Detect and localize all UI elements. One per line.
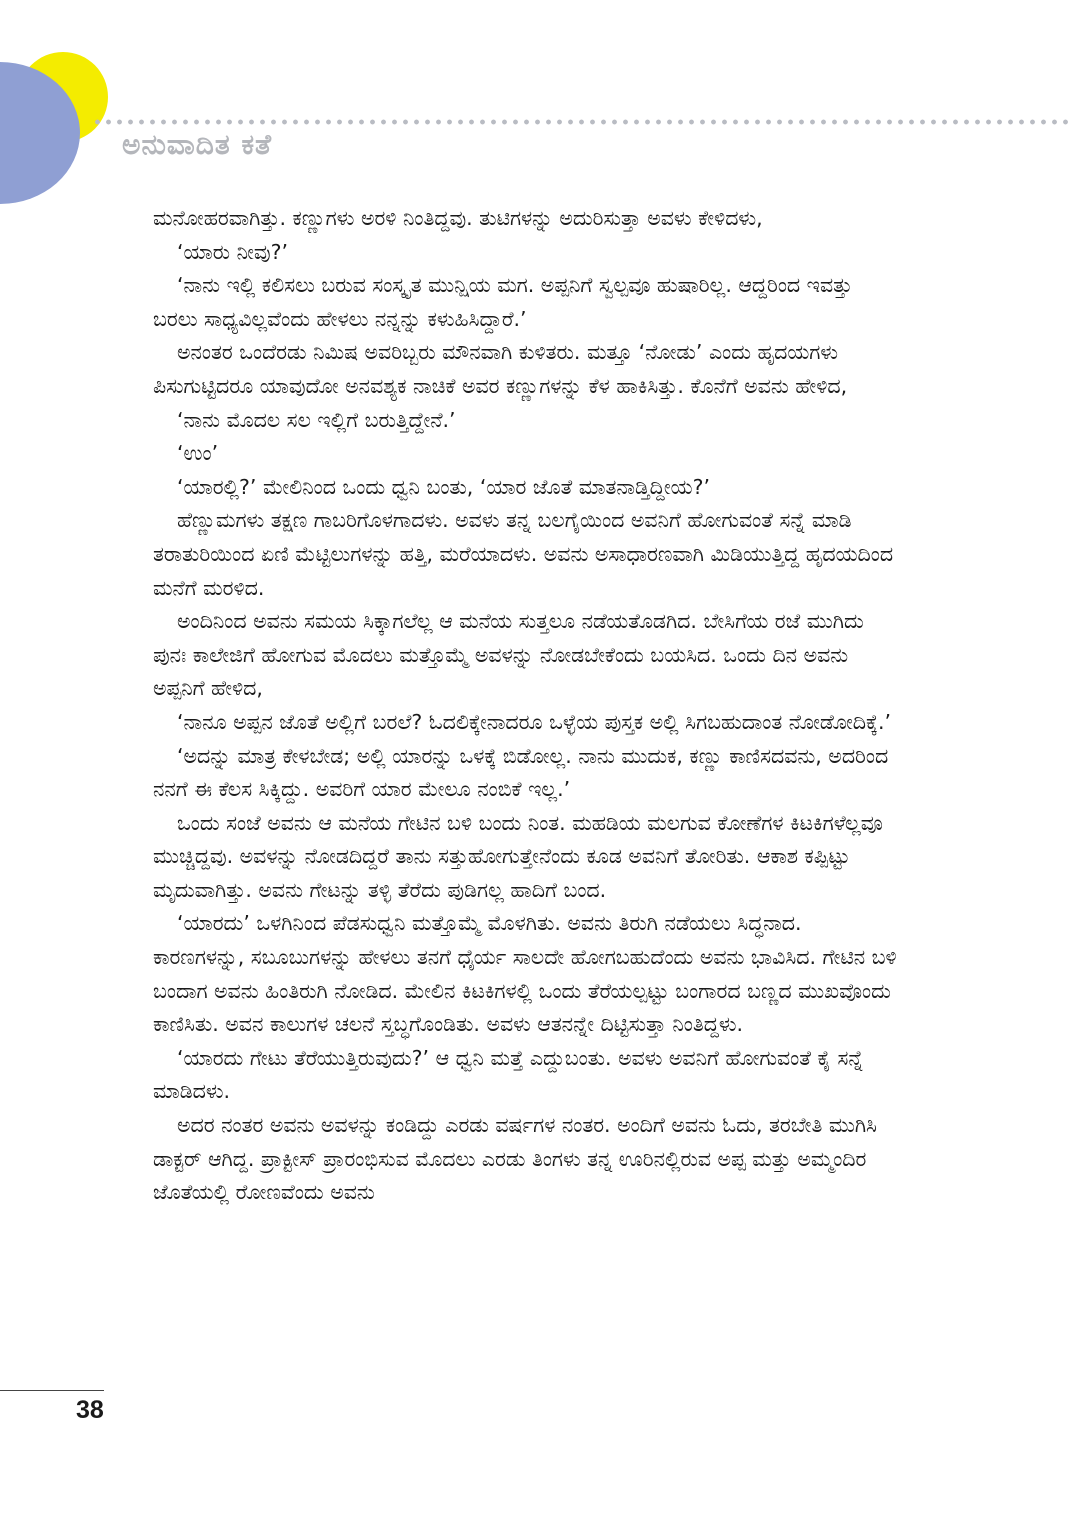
paragraph: ‘ಯಾರದು ಗೇಟು ತೆರೆಯುತ್ತಿರುವುದು?’ ಆ ಧ್ವನಿ ಮತ್ತೆ ಎದ್ದುಬಂತು. ಅವಳು ಅವನಿಗೆ ಹೋಗುವಂತೆ ಕೈ ಸನ್ನೆ ಮಾಡಿದಳು. [153,1045,864,1104]
paragraph: ಅನಂತರ ಒಂದೆರಡು ನಿಮಿಷ ಅವರಿಬ್ಬರು ಮೌನವಾಗಿ ಕುಳಿತರು. ಮತ್ತೂ ‘ನೋಡು’ ಎಂದು ಹೃದಯಗಳು ಪಿಸುಗುಟ್ಟಿದರೂ ಯಾವುದೋ ಅನವಶ್ಯಕ ನಾಚಿಕೆ ಅವರ ಕಣ್ಣುಗಳನ್ನು ಕೆಳ ಹಾಕಿಸಿತ್ತು. ಕೊನೆಗೆ ಅವನು ಹೇಳಿದ, [153,340,848,398]
dotted-rule [92,118,1072,126]
page-number: 38 [76,1396,104,1424]
paragraph: ‘ನಾನೂ ಅಪ್ಪನ ಜೊತೆ ಅಲ್ಲಿಗೆ ಬರಲೆ? ಓದಲಿಕ್ಕೇನಾದರೂ ಒಳ್ಳೆಯ ಪುಸ್ತಕ ಅಲ್ಲಿ ಸಿಗಬಹುದಾಂತ ನೋಡೋದಿಕ್ಕೆ.’ [177,709,892,734]
story-body [153,202,898,1397]
paragraph: ‘ನಾನು ಇಲ್ಲಿ ಕಲಿಸಲು ಬರುವ ಸಂಸ್ಕೃತ ಮುನ್ಷಿಯ ಮಗ. ಅಪ್ಪನಿಗೆ ಸ್ವಲ್ಪವೂ ಹುಷಾರಿಲ್ಲ. ಆದ್ದರಿಂದ ಇವತ್ತು ಬರಲು ಸಾಧ್ಯವಿಲ್ಲವೆಂದು ಹೇಳಲು ನನ್ನನ್ನು ಕಳುಹಿಸಿದ್ದಾರೆ.’ [153,273,853,331]
paragraph: ‘ಉಂ’ [177,441,219,466]
paragraph: ‘ಯಾರು ನೀವು?’ [177,239,288,264]
footer-rule [0,1390,104,1391]
paragraph: ‘ಯಾರದು’ ಒಳಗಿನಿಂದ ಪೆಡಸುಧ್ವನಿ ಮತ್ತೊಮ್ಮೆ ಮೊಳಗಿತು. ಅವನು ತಿರುಗಿ ನಡೆಯಲು ಸಿದ್ಧನಾದ. ಕಾರಣಗಳನ್ನು, ಸಬೂಬುಗಳನ್ನು ಹೇಳಲು ತನಗೆ ಧೈರ್ಯ ಸಾಲದೇ ಹೋಗಬಹುದೆಂದು ಅವನು ಭಾವಿಸಿದ. ಗೇಟಿನ ಬಳಿ ಬಂದಾಗ ಅವನು ಹಿಂತಿರುಗಿ ನೋಡಿದ. ಮೇಲಿನ ಕಿಟಕಿಗಳಲ್ಲಿ ಒಂದು ತೆರೆಯಲ್ಪಟ್ಟು ಬಂಗಾರದ ಬಣ್ಣದ ಮುಖವೊಂದು ಕಾಣಿಸಿತು. ಅವನ ಕಾಲುಗಳ ಚಲನೆ ಸ್ತಬ್ಧಗೊಂಡಿತು. ಅವಳು ಆತನನ್ನೇ ದಿಟ್ಟಿಸುತ್ತಾ ನಿಂತಿದ್ದಳು. [153,911,897,1037]
paragraph: ಅದರ ನಂತರ ಅವನು ಅವಳನ್ನು ಕಂಡಿದ್ದು ಎರಡು ವರ್ಷಗಳ ನಂತರ. ಅಂದಿಗೆ ಅವನು ಓದು, ತರಬೇತಿ ಮುಗಿಸಿ ಡಾಕ್ಟರ್ ಆಗಿದ್ದ. ಪ್ರಾಕ್ಟೀಸ್ ಪ್ರಾರಂಭಿಸುವ ಮೊದಲು ಎರಡು ತಿಂಗಳು ತನ್ನ ಊರಿನಲ್ಲಿರುವ ಅಪ್ಪ ಮತ್ತು ಅಮ್ಮಂದಿರ ಜೊತೆಯಲ್ಲಿ ರೋಣವೆಂದು ಅವನು [153,1113,877,1205]
paragraph: ‘ಯಾರಲ್ಲಿ?’ ಮೇಲಿನಿಂದ ಒಂದು ಧ್ವನಿ ಬಂತು, ‘ಯಾರ ಜೊತೆ ಮಾತನಾಡ್ತಿದ್ದೀಯ?’ [177,474,711,499]
paragraph: ಅಂದಿನಿಂದ ಅವನು ಸಮಯ ಸಿಕ್ಕಾಗಲೆಲ್ಲ ಆ ಮನೆಯ ಸುತ್ತಲೂ ನಡೆಯತೊಡಗಿದ. ಬೇಸಿಗೆಯ ರಜೆ ಮುಗಿದು ಪುನಃ ಕಾಲೇಜಿಗೆ ಹೋಗುವ ಮೊದಲು ಮತ್ತೊಮ್ಮೆ ಅವಳನ್ನು ನೋಡಬೇಕೆಂದು ಬಯಸಿದ. ಒಂದು ದಿನ ಅವನು ಅಪ್ಪನಿಗೆ ಹೇಳಿದ, [153,609,864,701]
paragraph: ಹೆಣ್ಣುಮಗಳು ತಕ್ಷಣ ಗಾಬರಿಗೊಳಗಾದಳು. ಅವಳು ತನ್ನ ಬಲಗೈಯಿಂದ ಅವನಿಗೆ ಹೋಗುವಂತೆ ಸನ್ನೆ ಮಾಡಿ ತರಾತುರಿಯಿಂದ ಏಣಿ ಮೆಟ್ಟಿಲುಗಳನ್ನು ಹತ್ತಿ, ಮರೆಯಾದಳು. ಅವನು ಅಸಾಧಾರಣವಾಗಿ ಮಿಡಿಯುತ್ತಿದ್ದ ಹೃದಯದಿಂದ ಮನೆಗೆ ಮರಳಿದ. [153,508,894,600]
paragraph: ‘ಅದನ್ನು ಮಾತ್ರ ಕೇಳಬೇಡ; ಅಲ್ಲಿ ಯಾರನ್ನು ಒಳಕ್ಕೆ ಬಿಡೋಲ್ಲ. ನಾನು ಮುದುಕ, ಕಣ್ಣು ಕಾಣಿಸದವನು, ಅದರಿಂದ ನನಗೆ ಈ ಕೆಲಸ ಸಿಕ್ಕಿದ್ದು. ಅವರಿಗೆ ಯಾರ ಮೇಲೂ ನಂಬಿಕೆ ಇಲ್ಲ.’ [153,743,889,802]
paragraph: ಮನೋಹರವಾಗಿತ್ತು. ಕಣ್ಣುಗಳು ಅರಳಿ ನಿಂತಿದ್ದವು. ತುಟಿಗಳನ್ನು ಅದುರಿಸುತ್ತಾ ಅವಳು ಕೇಳಿದಳು, [153,206,763,230]
section-title: ಅನುವಾದಿತ ಕತೆ [122,128,273,161]
paragraph: ಒಂದು ಸಂಜೆ ಅವನು ಆ ಮನೆಯ ಗೇಟಿನ ಬಳಿ ಬಂದು ನಿಂತ. ಮಹಡಿಯ ಮಲಗುವ ಕೋಣೆಗಳ ಕಿಟಕಿಗಳೆಲ್ಲವೂ ಮುಚ್ಚಿದ್ದವು. ಅವಳನ್ನು ನೋಡದಿದ್ದರೆ ತಾನು ಸತ್ತುಹೋಗುತ್ತೇನೆಂದು ಕೂಡ ಅವನಿಗೆ ತೋರಿತು. ಆಕಾಶ ಕಪ್ಪಿಟ್ಟು ಮೃದುವಾಗಿತ್ತು. ಅವನು ಗೇಟನ್ನು ತಳ್ಳಿ ತೆರೆದು ಪುಡಿಗಲ್ಲ ಹಾದಿಗೆ ಬಂದ. [153,810,883,902]
paragraph: ‘ನಾನು ಮೊದಲ ಸಲ ಇಲ್ಲಿಗೆ ಬರುತ್ತಿದ್ದೇನೆ.’ [177,407,456,432]
